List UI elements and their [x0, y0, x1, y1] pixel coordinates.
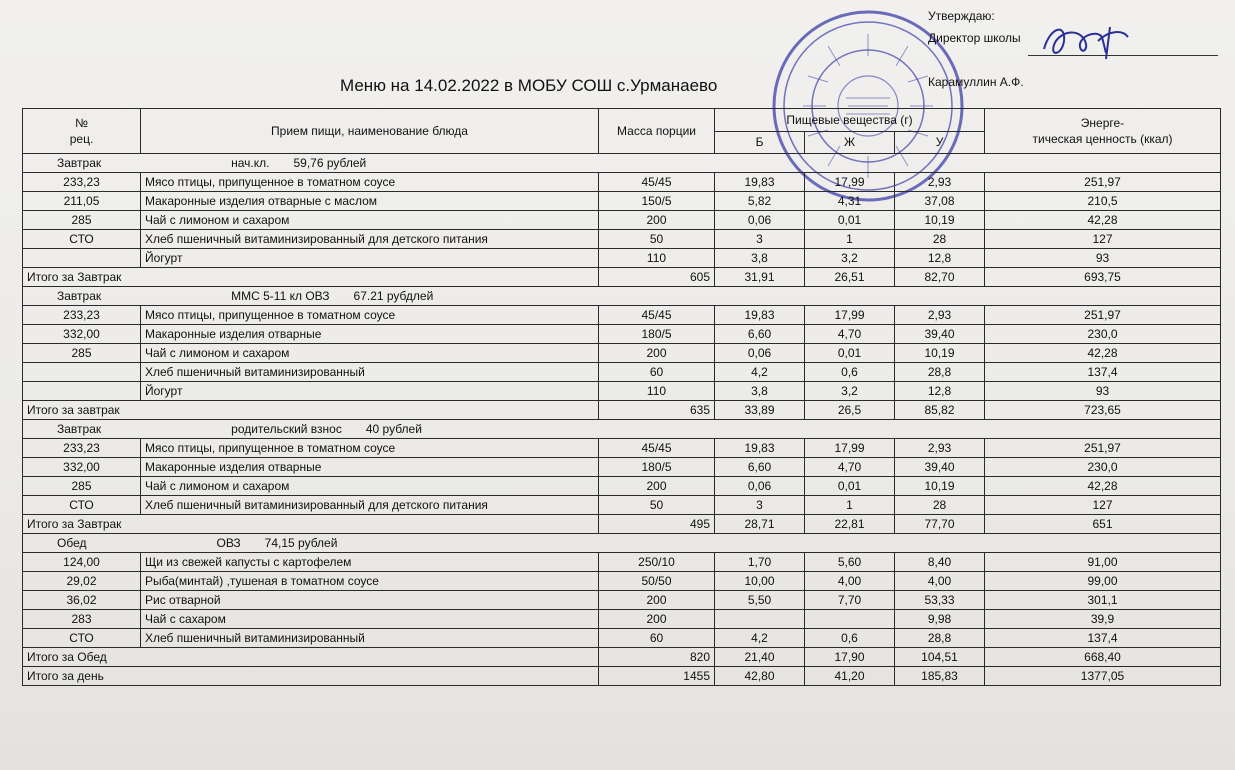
fat: 0,6 — [805, 629, 895, 648]
carbs: 28 — [895, 230, 985, 249]
portion-mass: 45/45 — [599, 173, 715, 192]
recipe-number: СТО — [23, 230, 141, 249]
carbs: 10,19 — [895, 211, 985, 230]
meal-price: 40 рублей — [365, 422, 422, 436]
fat: 4,00 — [805, 572, 895, 591]
energy: 39,9 — [985, 610, 1221, 629]
carbs: 2,93 — [895, 306, 985, 325]
table-row — [23, 496, 1221, 515]
protein: 1,70 — [715, 553, 805, 572]
energy: 42,28 — [985, 344, 1221, 363]
energy: 137,4 — [985, 363, 1221, 382]
dish-name: Макаронные изделия отварные с маслом — [141, 192, 599, 211]
energy: 251,97 — [985, 173, 1221, 192]
recipe-number: СТО — [23, 496, 141, 515]
portion-mass: 60 — [599, 629, 715, 648]
table-row — [23, 610, 1221, 629]
section-header-cell — [23, 420, 1221, 439]
portion-mass: 200 — [599, 344, 715, 363]
dish-name: Чай с лимоном и сахаром — [141, 211, 599, 230]
table-row — [23, 458, 1221, 477]
recipe-number: 285 — [23, 211, 141, 230]
recipe-number: 29,02 — [23, 572, 141, 591]
header-energy: Энерге- тическая ценность (ккал) — [985, 109, 1221, 154]
protein: 19,83 — [715, 306, 805, 325]
table-row — [23, 553, 1221, 572]
portion-mass: 200 — [599, 610, 715, 629]
total-carbs: 82,70 — [895, 268, 985, 287]
protein: 4,2 — [715, 629, 805, 648]
table-row — [23, 344, 1221, 363]
day-total-carbs: 185,83 — [895, 667, 985, 686]
total-protein: 31,91 — [715, 268, 805, 287]
total-energy: 693,75 — [985, 268, 1221, 287]
carbs: 9,98 — [895, 610, 985, 629]
recipe-number: 233,23 — [23, 173, 141, 192]
fat: 17,99 — [805, 306, 895, 325]
protein: 5,82 — [715, 192, 805, 211]
table-row — [23, 363, 1221, 382]
section-header-cell — [23, 534, 1221, 553]
menu-table — [22, 108, 1221, 686]
protein: 19,83 — [715, 173, 805, 192]
fat: 1 — [805, 230, 895, 249]
portion-mass: 50/50 — [599, 572, 715, 591]
header-recipe-number: № рец. — [23, 109, 141, 154]
total-fat: 22,81 — [805, 515, 895, 534]
protein: 3,8 — [715, 249, 805, 268]
dish-name: Макаронные изделия отварные — [141, 325, 599, 344]
meal-price: 74,15 рублей — [264, 536, 338, 550]
portion-mass: 60 — [599, 363, 715, 382]
dish-name: Хлеб пшеничный витаминизированный для детского питания — [141, 496, 599, 515]
total-protein: 33,89 — [715, 401, 805, 420]
protein: 10,00 — [715, 572, 805, 591]
fat: 0,01 — [805, 344, 895, 363]
meal-name: Завтрак — [57, 422, 102, 436]
carbs: 37,08 — [895, 192, 985, 211]
day-total-label: Итого за день — [23, 667, 599, 686]
section-total-row — [23, 268, 1221, 287]
energy: 127 — [985, 496, 1221, 515]
recipe-number: 332,00 — [23, 458, 141, 477]
protein: 0,06 — [715, 211, 805, 230]
table-row — [23, 591, 1221, 610]
carbs: 4,00 — [895, 572, 985, 591]
energy: 251,97 — [985, 306, 1221, 325]
total-mass: 605 — [599, 268, 715, 287]
energy: 99,00 — [985, 572, 1221, 591]
fat: 1 — [805, 496, 895, 515]
day-total-mass: 1455 — [599, 667, 715, 686]
day-total-row — [23, 667, 1221, 686]
table-row — [23, 230, 1221, 249]
carbs: 2,93 — [895, 173, 985, 192]
recipe-number: 283 — [23, 610, 141, 629]
table-row — [23, 572, 1221, 591]
fat: 0,01 — [805, 477, 895, 496]
dish-name: Хлеб пшеничный витаминизированный — [141, 363, 599, 382]
director-signature — [1036, 19, 1136, 65]
day-total-protein: 42,80 — [715, 667, 805, 686]
total-label: Итого за Завтрак — [23, 268, 599, 287]
energy: 93 — [985, 249, 1221, 268]
carbs: 12,8 — [895, 249, 985, 268]
menu-body — [23, 154, 1221, 686]
recipe-number: 36,02 — [23, 591, 141, 610]
meal-group: нач.кл. — [231, 156, 270, 170]
dish-name: Мясо птицы, припущенное в томатном соусе — [141, 439, 599, 458]
section-header — [23, 420, 1221, 439]
table-row — [23, 382, 1221, 401]
recipe-number: 285 — [23, 477, 141, 496]
total-energy: 723,65 — [985, 401, 1221, 420]
protein: 3 — [715, 496, 805, 515]
meal-price: 67.21 рубдлей — [353, 289, 434, 303]
recipe-number: 285 — [23, 344, 141, 363]
protein: 3 — [715, 230, 805, 249]
total-label: Итого за завтрак — [23, 401, 599, 420]
meal-name: Завтрак — [57, 156, 102, 170]
section-header-cell — [23, 154, 1221, 173]
energy: 230,0 — [985, 325, 1221, 344]
total-mass: 495 — [599, 515, 715, 534]
approval-block — [928, 5, 1024, 93]
carbs: 53,33 — [895, 591, 985, 610]
recipe-number — [23, 382, 141, 401]
director-name: Карамуллин А.Ф. — [928, 75, 1024, 89]
fat — [805, 610, 895, 629]
dish-name: Мясо птицы, припущенное в томатном соусе — [141, 173, 599, 192]
total-mass: 820 — [599, 648, 715, 667]
meal-group: ММС 5-11 кл ОВЗ — [231, 289, 330, 303]
fat: 3,2 — [805, 249, 895, 268]
recipe-number: 124,00 — [23, 553, 141, 572]
energy: 42,28 — [985, 211, 1221, 230]
header-protein: Б — [715, 131, 805, 154]
total-fat: 26,5 — [805, 401, 895, 420]
dish-name: Хлеб пшеничный витаминизированный для детского питания — [141, 230, 599, 249]
fat: 0,01 — [805, 211, 895, 230]
section-total-row — [23, 648, 1221, 667]
protein: 19,83 — [715, 439, 805, 458]
table-row — [23, 211, 1221, 230]
table-row — [23, 173, 1221, 192]
dish-name: Чай с сахаром — [141, 610, 599, 629]
fat: 5,60 — [805, 553, 895, 572]
energy: 137,4 — [985, 629, 1221, 648]
protein: 5,50 — [715, 591, 805, 610]
day-total-fat: 41,20 — [805, 667, 895, 686]
meal-group: ОВЗ — [216, 536, 241, 550]
page-title: Меню на 14.02.2022 в МОБУ СОШ с.Урманаево — [340, 76, 718, 95]
header-fat: Ж — [805, 131, 895, 154]
dish-name: Йогурт — [141, 382, 599, 401]
section-header — [23, 534, 1221, 553]
protein: 6,60 — [715, 458, 805, 477]
protein: 0,06 — [715, 477, 805, 496]
protein: 6,60 — [715, 325, 805, 344]
dish-name: Йогурт — [141, 249, 599, 268]
energy: 93 — [985, 382, 1221, 401]
approval-label: Утверждаю: — [928, 9, 995, 23]
header-nutrients: Пищевые вещества (г) — [715, 109, 985, 132]
portion-mass: 200 — [599, 211, 715, 230]
recipe-number: 211,05 — [23, 192, 141, 211]
portion-mass: 50 — [599, 496, 715, 515]
portion-mass: 110 — [599, 382, 715, 401]
carbs: 28,8 — [895, 363, 985, 382]
total-label: Итого за Обед — [23, 648, 599, 667]
portion-mass: 45/45 — [599, 306, 715, 325]
carbs: 28 — [895, 496, 985, 515]
portion-mass: 50 — [599, 230, 715, 249]
header-carbs: У — [895, 131, 985, 154]
header-dish: Прием пищи, наименование блюда — [141, 109, 599, 154]
recipe-number: 233,23 — [23, 439, 141, 458]
carbs: 10,19 — [895, 344, 985, 363]
recipe-number: СТО — [23, 629, 141, 648]
fat: 4,31 — [805, 192, 895, 211]
portion-mass: 110 — [599, 249, 715, 268]
portion-mass: 200 — [599, 591, 715, 610]
total-energy: 651 — [985, 515, 1221, 534]
meal-name: Завтрак — [57, 289, 102, 303]
portion-mass: 250/10 — [599, 553, 715, 572]
carbs: 10,19 — [895, 477, 985, 496]
portion-mass: 200 — [599, 477, 715, 496]
section-header — [23, 287, 1221, 306]
dish-name: Рыба(минтай) ,тушеная в томатном соусе — [141, 572, 599, 591]
table-row — [23, 477, 1221, 496]
total-fat: 17,90 — [805, 648, 895, 667]
header-portion-mass: Масса порции — [599, 109, 715, 154]
total-mass: 635 — [599, 401, 715, 420]
section-total-row — [23, 401, 1221, 420]
fat: 17,99 — [805, 173, 895, 192]
portion-mass: 180/5 — [599, 458, 715, 477]
carbs: 28,8 — [895, 629, 985, 648]
energy: 91,00 — [985, 553, 1221, 572]
meal-price: 59,76 рублей — [293, 156, 367, 170]
meal-group: родительский взнос — [231, 422, 342, 436]
dish-name: Рис отварной — [141, 591, 599, 610]
portion-mass: 180/5 — [599, 325, 715, 344]
section-header-cell — [23, 287, 1221, 306]
energy: 230,0 — [985, 458, 1221, 477]
energy: 210,5 — [985, 192, 1221, 211]
carbs: 2,93 — [895, 439, 985, 458]
total-energy: 668,40 — [985, 648, 1221, 667]
protein — [715, 610, 805, 629]
recipe-number: 332,00 — [23, 325, 141, 344]
total-carbs: 85,82 — [895, 401, 985, 420]
section-header — [23, 154, 1221, 173]
meal-name: Обед — [57, 536, 87, 550]
fat: 4,70 — [805, 458, 895, 477]
carbs: 12,8 — [895, 382, 985, 401]
carbs: 39,40 — [895, 325, 985, 344]
fat: 7,70 — [805, 591, 895, 610]
protein: 0,06 — [715, 344, 805, 363]
protein: 4,2 — [715, 363, 805, 382]
energy: 251,97 — [985, 439, 1221, 458]
carbs: 39,40 — [895, 458, 985, 477]
energy: 301,1 — [985, 591, 1221, 610]
portion-mass: 45/45 — [599, 439, 715, 458]
table-row — [23, 249, 1221, 268]
total-label: Итого за Завтрак — [23, 515, 599, 534]
approval-position: Директор школы — [928, 31, 1021, 45]
table-row — [23, 629, 1221, 648]
dish-name: Мясо птицы, припущенное в томатном соусе — [141, 306, 599, 325]
dish-name: Макаронные изделия отварные — [141, 458, 599, 477]
total-protein: 28,71 — [715, 515, 805, 534]
recipe-number — [23, 363, 141, 382]
total-fat: 26,51 — [805, 268, 895, 287]
fat: 17,99 — [805, 439, 895, 458]
table-row — [23, 325, 1221, 344]
table-row — [23, 192, 1221, 211]
fat: 4,70 — [805, 325, 895, 344]
dish-name: Чай с лимоном и сахаром — [141, 344, 599, 363]
protein: 3,8 — [715, 382, 805, 401]
portion-mass: 150/5 — [599, 192, 715, 211]
dish-name: Хлеб пшеничный витаминизированный — [141, 629, 599, 648]
table-row — [23, 306, 1221, 325]
energy: 127 — [985, 230, 1221, 249]
carbs: 8,40 — [895, 553, 985, 572]
dish-name: Чай с лимоном и сахаром — [141, 477, 599, 496]
table-row — [23, 439, 1221, 458]
fat: 3,2 — [805, 382, 895, 401]
day-total-energy: 1377,05 — [985, 667, 1221, 686]
energy: 42,28 — [985, 477, 1221, 496]
recipe-number — [23, 249, 141, 268]
total-protein: 21,40 — [715, 648, 805, 667]
dish-name: Щи из свежей капусты с картофелем — [141, 553, 599, 572]
total-carbs: 104,51 — [895, 648, 985, 667]
section-total-row — [23, 515, 1221, 534]
total-carbs: 77,70 — [895, 515, 985, 534]
recipe-number: 233,23 — [23, 306, 141, 325]
fat: 0,6 — [805, 363, 895, 382]
